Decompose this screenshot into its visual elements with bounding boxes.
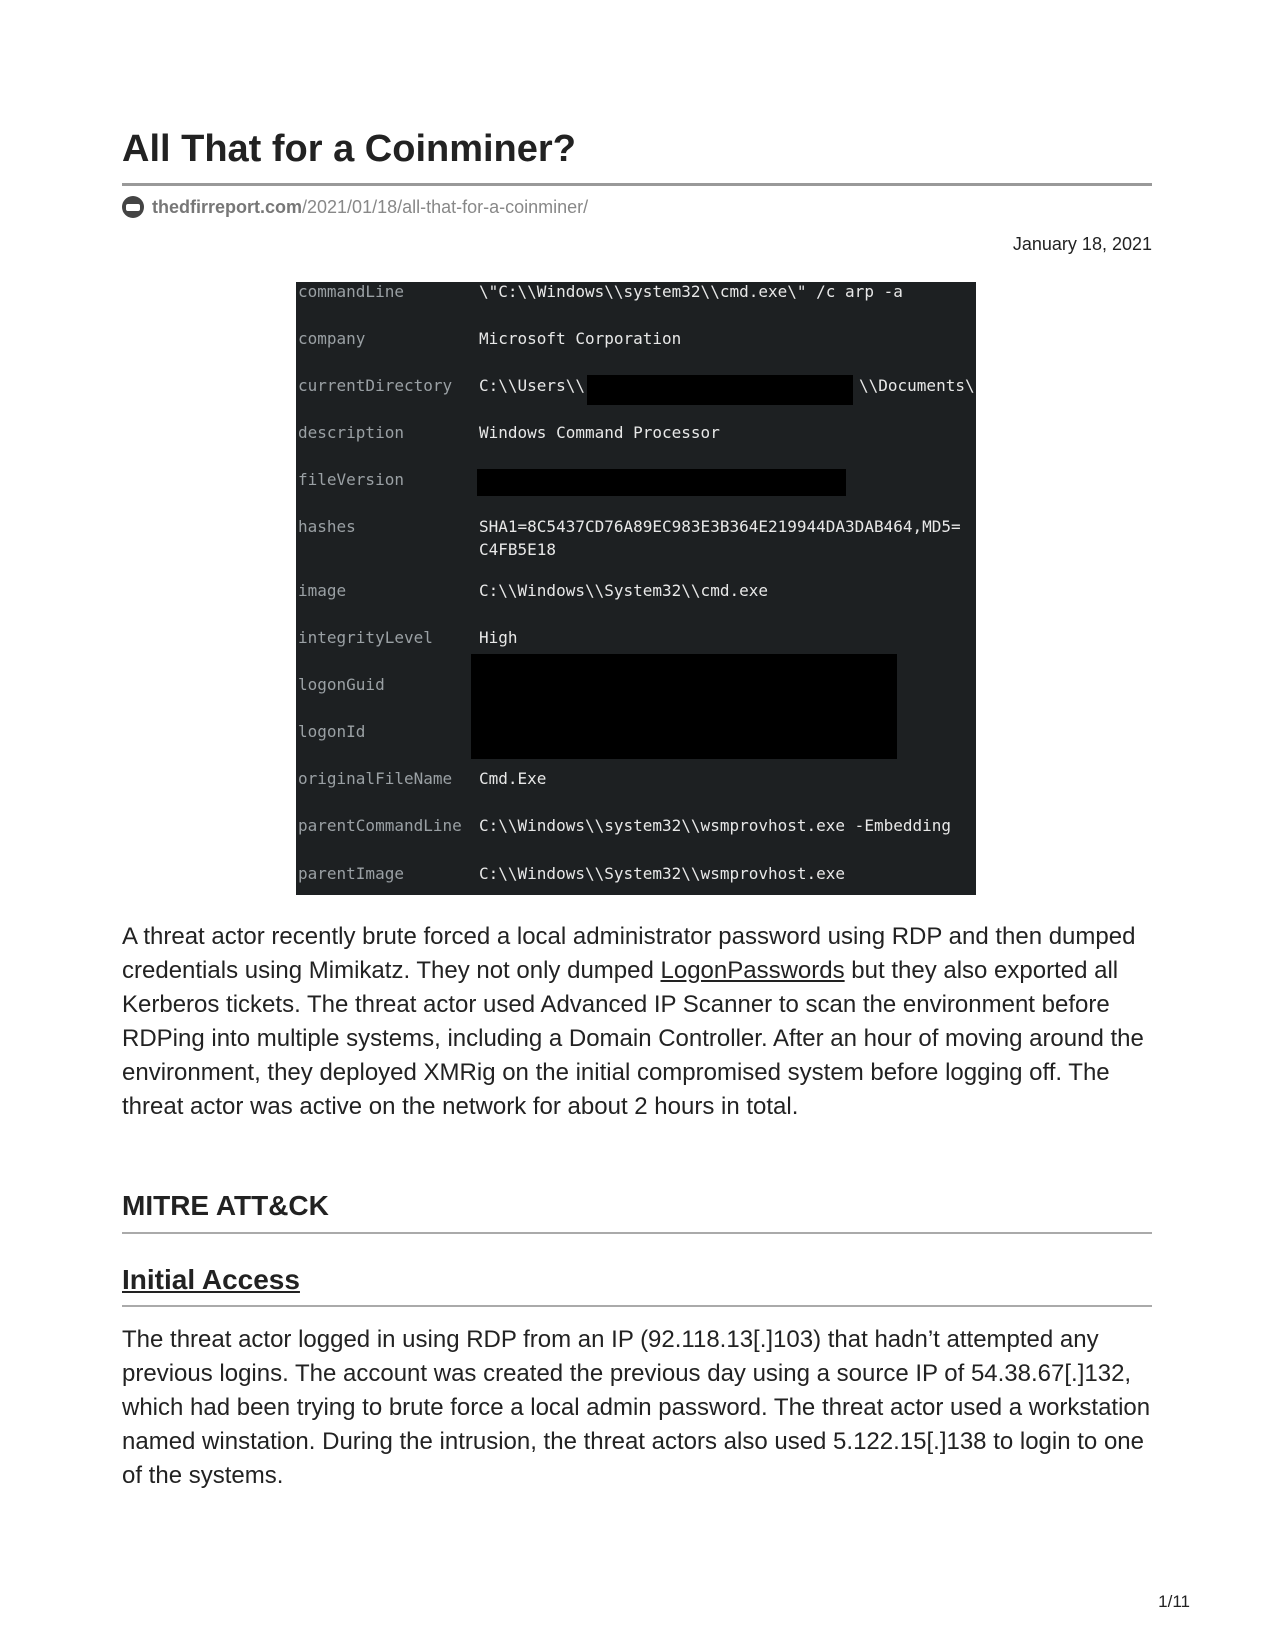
field-value: C:\\Windows\\System32\\wsmprovhost.exe — [479, 864, 846, 883]
title-divider — [122, 183, 1152, 186]
field-key: commandLine — [298, 282, 404, 301]
field-key: integrityLevel — [298, 628, 433, 647]
initial-access-divider — [122, 1305, 1152, 1307]
initial-access-paragraph: The threat actor logged in using RDP from an IP (92.118.13[.]103) that hadn’t attempted any previous logins. The account was created the previous day using a source IP of 54.38.67[.]132, which had been trying to brute force a local admin password. The threat actor used a workstation named winstation. During the intrusion, the threat actors also used 5.122.15[.]138 to login to one of the systems. — [122, 1326, 1151, 1489]
intro-text-end: but they also exported all Kerberos tickets. The threat actor used Advanced IP Scanner to scan the environment before RDPing into multiple systems, including a Domain Controller. After an hour of moving around the environment, they deployed XMRig on the initial compromised system before logging off. The threat actor was active on the network for about 2 hours in total. — [122, 957, 1144, 1120]
field-value: \"C:\\Windows\\system32\\cmd.exe\" /c arp -a — [479, 282, 903, 301]
redaction-block — [471, 654, 897, 759]
page-number: 1/11 — [1158, 1592, 1190, 1611]
field-key: hashes — [298, 517, 356, 536]
field-value-tail: \\Documents\ — [859, 376, 975, 395]
page-title: All That for a Coinminer? — [122, 128, 576, 170]
field-key: description — [298, 423, 404, 442]
logonpasswords-link[interactable]: LogonPasswords — [660, 957, 845, 984]
publish-date: January 18, 2021 — [1012, 234, 1152, 254]
field-key: parentCommandLine — [298, 816, 462, 835]
source-domain: thedfirreport.com — [152, 197, 303, 217]
field-key: parentImage — [298, 864, 404, 883]
intro-paragraph — [122, 920, 1152, 1124]
process-event-screenshot — [296, 282, 976, 895]
field-key: originalFileName — [298, 769, 453, 788]
field-key: fileVersion — [298, 470, 404, 489]
field-value: C:\\Windows\\system32\\wsmprovhost.exe -Embedding — [479, 816, 952, 835]
field-key: company — [298, 329, 366, 348]
field-value: SHA1=8C5437CD76A89EC983E3B364E219944DA3DAB464,MD5= — [479, 517, 961, 536]
field-value: Cmd.Exe — [479, 769, 547, 788]
initial-access-link[interactable]: Initial Access — [122, 1264, 300, 1295]
field-value: Microsoft Corporation — [479, 329, 682, 348]
site-logo-icon — [122, 196, 144, 218]
redaction-block — [477, 469, 846, 496]
source-path: /2021/01/18/all-that-for-a-coinminer/ — [302, 197, 589, 217]
mitre-divider — [122, 1232, 1152, 1234]
redaction-block — [587, 375, 853, 405]
field-value-line2: C4FB5E18 — [479, 540, 557, 559]
field-key: logonGuid — [298, 675, 385, 694]
field-value: C:\\Windows\\System32\\cmd.exe — [479, 581, 768, 600]
field-value: High — [479, 628, 518, 647]
field-key: logonId — [298, 722, 366, 741]
intro-text-start: A threat actor recently brute forced a local administrator password using RDP and then dumped credentials using Mimikatz. They not only dumped — [122, 923, 1136, 984]
initial-access-heading[interactable] — [122, 1263, 1152, 1297]
field-key: currentDirectory — [298, 376, 453, 395]
mitre-heading: MITRE ATT&CK — [122, 1190, 329, 1221]
field-value: Windows Command Processor — [479, 423, 720, 442]
field-key: image — [298, 581, 347, 600]
field-value: C:\\Users\\ — [479, 376, 585, 395]
source-url[interactable] — [122, 195, 1152, 219]
